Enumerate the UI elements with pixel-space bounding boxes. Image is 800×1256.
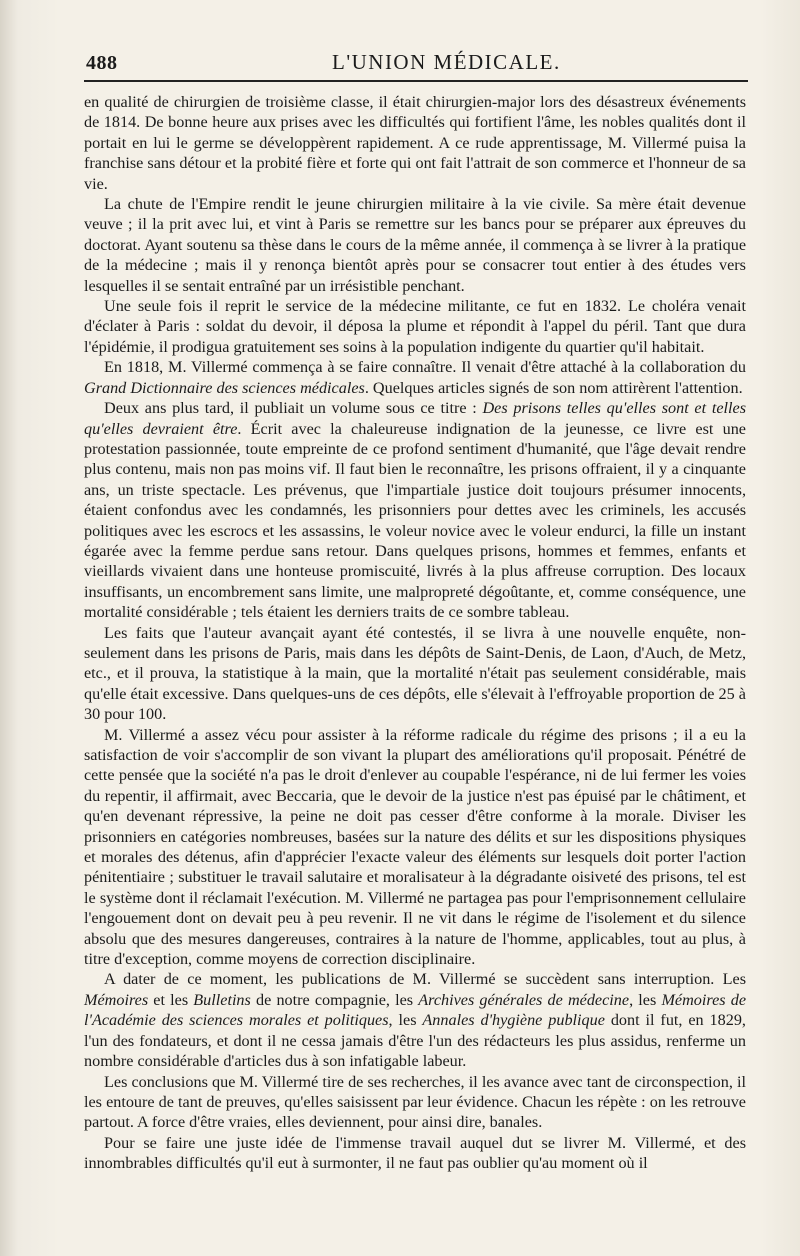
paragraph-text: Pour se faire une juste idée de l'immense travail auquel dut se livrer M. Villermé, et des innombrables difficultés qu'il eut à surmonter, il ne faut pas oublier qu'au moment où il — [84, 1133, 746, 1173]
paragraph-text: dont il fut, en 1829, l'un des fondateurs, et dont il ne cessa jamais d'être l'un des rédacteurs les plus assidus, renferme un nombre considérable d'articles dus à son infatigable labeur. — [84, 1011, 746, 1071]
paragraph-text: M. Villermé a assez vécu pour assister à la réforme radicale du régime des prisons ; il a eu la satisfaction de voir s'accomplir de son vivant la plupart des améliorations qu'il proposait. Pénétré de cette pensée que la société n'a pas le droit d'enlever au coupable l'espérance, ni de lui fermer les voies du repentir, il affirmait, avec Beccaria, que le devoir de la justice n'est pas épuisé par le châtiment, et qu'en devenant répressive, la peine ne doit pas cesser d'être conforme à la morale. Diviser les prisonniers en catégories nombreuses, basées sur la nature des délits et sur les dispositions physiques et morales des détenus, afin d'apprécier l'exacte valeur des éléments sur lesquels doit porter l'action pénitentiaire ; substituer le travail salutaire et moralisateur à la dégradante oisiveté des prisons, tel est le système dont il réclamait l'exécution. M. Villermé ne partagea pas pour l'emprisonnement cellulaire l'engouement dont on devait peu à peu revenir. Il ne vit dans le régime de l'isolement et du silence absolu que des mesures dangereuses, contraires à la nature de l'homme, applicables, tout au plus, à titre d'exception, comme moyens de correction disciplinaire. — [84, 725, 746, 969]
italic-title-text: Des prisons telles qu'elles sont et telles qu'elles devraient être — [84, 399, 746, 438]
paragraph-text: , les — [388, 1011, 423, 1030]
paragraph-text: La chute de l'Empire rendit le jeune chirurgien militaire à la vie civile. Sa mère était devenue veuve ; il la prit avec lui, et vint à Paris se remettre sur les bancs pour se préparer aux épreuves du doctorat. Ayant soutenu sa thèse dans le cours de la même année, il commença à se livrer à la pratique de la médecine ; mais il y renonça bientôt après pour se consacrer tout entier à des études vers lesquelles il se sentait entraîné par un irrésistible penchant. — [84, 195, 746, 295]
paragraph-text: Les faits que l'auteur avançait ayant été contestés, il se livra à une nouvelle enquête, non-seulement dans les prisons de Paris, mais dans les dépôts de Saint-Denis, de Laon, d'Auch, de Metz, etc., et il prouva, la statistique à la main, que la mortalité n'était pas seulement considérable, mais qu'elle était excessive. Dans quelques-uns de ces dépôts, elle s'élevait à l'effroyable proportion de 25 à 30 pour 100. — [84, 623, 746, 724]
paragraph-text: A dater de ce moment, les publications de M. Villermé se succèdent sans interruption. Les — [104, 970, 746, 989]
paragraph-text: . Quelques articles signés de son nom attirèrent l'attention. — [364, 378, 743, 397]
paragraph-text: et les — [148, 990, 194, 1009]
italic-title-text: Mémoires de l'Académie des sciences morales et politiques — [84, 990, 747, 1030]
paragraph-text: de notre compagnie, les — [250, 990, 419, 1009]
paragraph — [84, 296, 746, 357]
italic-title-text: Annales d'hygiène publique — [422, 1011, 605, 1030]
paragraph — [84, 725, 746, 970]
paragraph-text: . Écrit avec la chaleureuse indignation de la jeunesse, ce livre est une protestation passionnée, toute empreinte de ce profond sentiment d'humanité, que l'âge devait rendre plus contenu, mais non pas moins vif. Il faut bien le reconnaître, les prisons offraient, il y a cinquante ans, un triste spectacle. Les prévenus, que l'impartiale justice doit toujours présumer innocents, étaient confondus avec les condamnés, les prisonniers pour dettes avec les criminels, les accusés politiques avec les escrocs et les assassins, le voleur novice avec le voleur endurci, la fille un instant égarée avec la femme perdue sans retour. Dans quelques prisons, hommes et femmes, enfants et vieillards vivaient dans une honteuse promiscuité, livrés à la plus affreuse corruption. Des locaux insuffisants, un encombrement sans limite, une malpropreté dégoûtante, et, comme conséquence, une mortalité considérable ; tels étaient les derniers traits de ce sombre tableau. — [84, 419, 746, 622]
paragraph — [84, 969, 746, 1071]
page-number: 488 — [86, 52, 118, 74]
paragraph — [84, 1133, 746, 1174]
running-head — [84, 44, 752, 80]
paragraph-text: Les conclusions que M. Villermé tire de ses recherches, il les avance avec tant de circonspection, il les entoure de tant de preuves, qu'elles saisissent par leur évidence. Chacun les répète : on les retrouve partout. A force d'être vraies, elles deviennent, pour ainsi dire, banales. — [84, 1072, 746, 1132]
paragraph — [84, 194, 746, 296]
paragraph-text: , les — [629, 990, 662, 1009]
paragraph — [84, 398, 746, 622]
paragraph — [84, 623, 746, 725]
italic-title-text: Mémoires — [84, 990, 149, 1009]
paragraph-text: Une seule fois il reprit le service de la médecine militante, ce fut en 1832. Le choléra venait d'éclater à Paris : soldat du devoir, il déposa la plume et répondit à l'appel du péril. Tant que dura l'épidémie, il prodigua gratuitement ses soins à la population indigente du quartier qu'il habitait. — [84, 297, 746, 356]
body-text — [84, 92, 746, 1174]
paragraph — [84, 92, 746, 194]
journal-title: L'UNION MÉDICALE. — [332, 50, 561, 74]
italic-title-text: Archives générales de médecine — [418, 990, 630, 1009]
paragraph — [84, 357, 746, 398]
italic-title-text: Bulletins — [193, 990, 251, 1009]
header-rule — [84, 80, 748, 82]
paragraph-text: En 1818, M. Villermé commença à se faire connaître. Il venait d'être attaché à la collaboration du — [104, 358, 746, 377]
paragraph-text: en qualité de chirurgien de troisième classe, il était chirurgien-major lors des désastreux événements de 1814. De bonne heure aux prises avec les difficultés qui fortifient l'âme, les nobles qualités dont il portait en lui le germe se développèrent rapidement. A ce rude apprentissage, M. Villermé puisa la franchise sans détour et la probité fière et forte qui ont fait l'attrait de son commerce et l'honneur de sa vie. — [84, 93, 746, 193]
italic-title-text: Grand Dictionnaire des sciences médicales — [84, 378, 365, 397]
paragraph — [84, 1072, 746, 1133]
paragraph-text: Deux ans plus tard, il publiait un volume sous ce titre : — [104, 399, 483, 418]
